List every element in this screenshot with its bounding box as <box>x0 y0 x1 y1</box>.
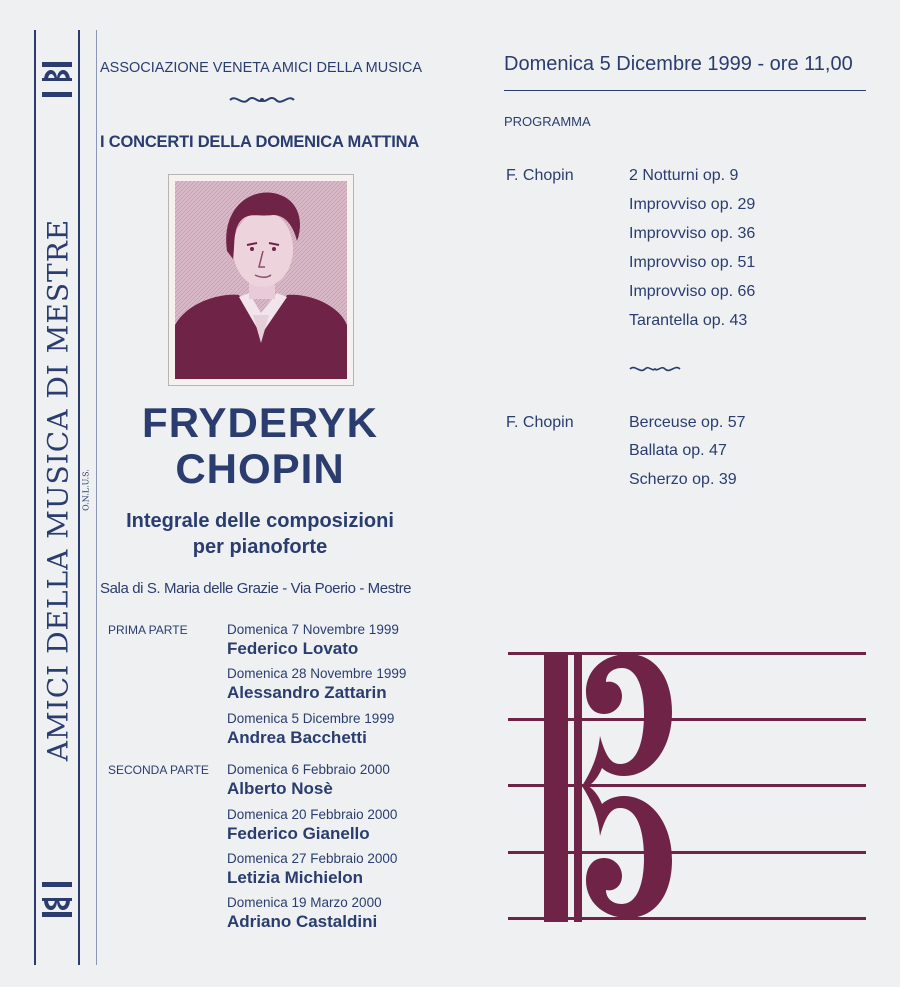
alto-clef-icon <box>38 878 76 922</box>
concert-performer: Federico Lovato <box>227 639 359 658</box>
concert-date: Domenica 5 Dicembre 1999 <box>227 711 395 726</box>
concert-entry <box>227 895 457 933</box>
program-composer: F. Chopin <box>506 414 574 431</box>
composer-portrait <box>168 174 354 386</box>
program-piece: Ballata op. 47 <box>629 442 727 459</box>
concert-performer: Federico Gianello <box>227 824 370 843</box>
concert-entry <box>227 622 457 660</box>
divider <box>504 90 866 91</box>
subtitle-line-1: Integrale delle composizioni <box>126 510 394 532</box>
concert-date: Domenica 19 Marzo 2000 <box>227 895 382 910</box>
part-label-first: PRIMA PARTE <box>108 623 188 637</box>
venue: Sala di S. Maria delle Grazie - Via Poerio - Mestre <box>100 580 412 597</box>
concert-performer: Alessandro Zattarin <box>227 683 387 702</box>
composer-last-name: CHOPIN <box>175 445 345 492</box>
program-piece: Improvviso op. 66 <box>629 283 756 300</box>
concert-performer: Alberto Nosè <box>227 779 333 798</box>
spine-line-right <box>78 30 80 965</box>
subtitle-line-2: per pianoforte <box>192 536 328 558</box>
program-piece: Berceuse op. 57 <box>629 414 746 431</box>
program-composer: F. Chopin <box>506 167 574 184</box>
program-piece: Improvviso op. 36 <box>629 225 756 242</box>
alto-clef-icon <box>38 58 76 102</box>
concert-date: Domenica 7 Novembre 1999 <box>227 622 399 637</box>
program-date: Domenica 5 Dicembre 1999 - ore 11,00 <box>504 53 853 75</box>
series-title: I CONCERTI DELLA DOMENICA MATTINA <box>100 133 420 151</box>
spine-onlus: O.N.L.U.S. <box>81 469 91 511</box>
concert-performer: Letizia Michielon <box>227 868 364 887</box>
program-piece: Tarantella op. 43 <box>629 312 748 329</box>
composer-first-name: FRYDERYK <box>142 399 378 446</box>
association-name: ASSOCIAZIONE VENETA AMICI DELLA MUSICA <box>100 60 423 76</box>
concert-performer: Adriano Castaldini <box>227 912 378 931</box>
spine-title: AMICI DELLA MUSICA DI MESTRE <box>41 218 75 762</box>
spine-line-inner <box>96 30 97 965</box>
ornament-icon <box>628 364 682 374</box>
program-label: PROGRAMMA <box>504 114 591 129</box>
concert-entry <box>227 851 457 889</box>
concert-performer: Andrea Bacchetti <box>227 728 367 747</box>
concert-date: Domenica 20 Febbraio 2000 <box>227 807 398 822</box>
concert-entry <box>227 807 457 845</box>
alto-clef-icon <box>540 640 680 930</box>
subtitle <box>100 508 420 560</box>
concert-date: Domenica 6 Febbraio 2000 <box>227 762 390 777</box>
program-piece: 2 Notturni op. 9 <box>629 167 739 184</box>
concert-entry <box>227 762 457 800</box>
concert-date: Domenica 27 Febbraio 2000 <box>227 851 398 866</box>
concert-entry <box>227 666 457 704</box>
concert-date: Domenica 28 Novembre 1999 <box>227 666 407 681</box>
ornament-icon <box>228 94 296 106</box>
spine-line-left <box>34 30 36 965</box>
program-piece: Scherzo op. 39 <box>629 471 737 488</box>
program-piece: Improvviso op. 29 <box>629 196 756 213</box>
concert-entry <box>227 711 457 749</box>
program-piece: Improvviso op. 51 <box>629 254 756 271</box>
part-label-second: SECONDA PARTE <box>108 763 209 777</box>
composer-name <box>100 400 420 492</box>
